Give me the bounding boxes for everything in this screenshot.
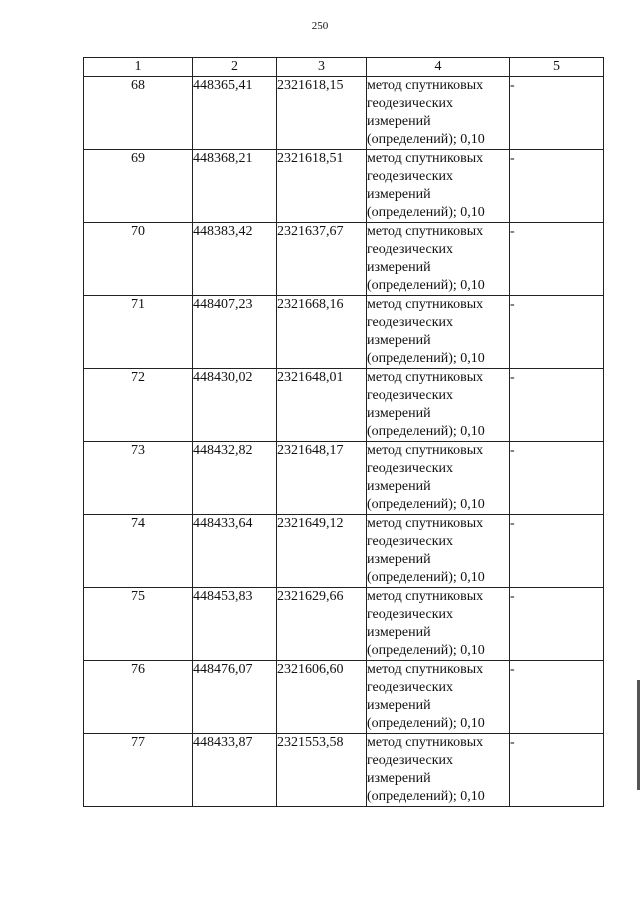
method-cell (367, 150, 510, 223)
method-cell (367, 515, 510, 588)
method-line: геодезических (367, 461, 454, 476)
point-number-cell: 69 (84, 150, 193, 223)
column-header-5: 5 (510, 58, 604, 77)
y-coordinate-cell: 2321618,15 (277, 77, 367, 150)
method-line: метод спутниковых (367, 735, 484, 750)
point-number-cell: 68 (84, 77, 193, 150)
table-row (84, 296, 604, 369)
y-coordinate-cell: 2321553,58 (277, 734, 367, 807)
table-body (84, 77, 604, 807)
table-row (84, 515, 604, 588)
method-line: метод спутниковых (367, 589, 484, 604)
method-line: (определений); 0,10 (367, 132, 485, 147)
column-header-2: 2 (193, 58, 277, 77)
y-coordinate-cell: 2321668,16 (277, 296, 367, 369)
method-cell (367, 77, 510, 150)
method-line: (определений); 0,10 (367, 789, 485, 804)
point-number-cell: 77 (84, 734, 193, 807)
table-header-row (84, 58, 604, 77)
method-line: геодезических (367, 680, 454, 695)
y-coordinate-cell: 2321629,66 (277, 588, 367, 661)
note-cell: - (510, 515, 604, 588)
page-number: 250 (311, 20, 329, 32)
note-cell: - (510, 661, 604, 734)
point-number-cell: 70 (84, 223, 193, 296)
y-coordinate-cell: 2321618,51 (277, 150, 367, 223)
table-row (84, 661, 604, 734)
method-line: метод спутниковых (367, 78, 484, 93)
x-coordinate-cell: 448365,41 (193, 77, 277, 150)
method-line: метод спутниковых (367, 443, 484, 458)
method-line: метод спутниковых (367, 297, 484, 312)
method-line: измерений (367, 625, 431, 640)
method-line: измерений (367, 114, 431, 129)
coordinates-table (83, 57, 604, 807)
method-cell (367, 661, 510, 734)
method-line: метод спутниковых (367, 370, 484, 385)
note-cell: - (510, 150, 604, 223)
method-line: измерений (367, 698, 431, 713)
method-line: измерений (367, 406, 431, 421)
method-line: измерений (367, 187, 431, 202)
method-line: метод спутниковых (367, 516, 484, 531)
y-coordinate-cell: 2321637,67 (277, 223, 367, 296)
point-number-cell: 74 (84, 515, 193, 588)
method-cell (367, 296, 510, 369)
method-line: (определений); 0,10 (367, 351, 485, 366)
method-line: (определений); 0,10 (367, 497, 485, 512)
x-coordinate-cell: 448383,42 (193, 223, 277, 296)
point-number-cell: 72 (84, 369, 193, 442)
method-line: геодезических (367, 753, 454, 768)
x-coordinate-cell: 448433,87 (193, 734, 277, 807)
table-row (84, 588, 604, 661)
method-cell (367, 588, 510, 661)
point-number-cell: 73 (84, 442, 193, 515)
method-line: (определений); 0,10 (367, 643, 485, 658)
method-line: измерений (367, 260, 431, 275)
y-coordinate-cell: 2321648,17 (277, 442, 367, 515)
method-line: метод спутниковых (367, 151, 484, 166)
method-line: (определений); 0,10 (367, 205, 485, 220)
note-cell: - (510, 442, 604, 515)
x-coordinate-cell: 448407,23 (193, 296, 277, 369)
note-cell: - (510, 296, 604, 369)
table-row (84, 223, 604, 296)
x-coordinate-cell: 448432,82 (193, 442, 277, 515)
y-coordinate-cell: 2321606,60 (277, 661, 367, 734)
method-line: измерений (367, 333, 431, 348)
method-line: (определений); 0,10 (367, 570, 485, 585)
point-number-cell: 76 (84, 661, 193, 734)
note-cell: - (510, 588, 604, 661)
method-line: метод спутниковых (367, 662, 484, 677)
method-line: геодезических (367, 607, 454, 622)
method-line: (определений); 0,10 (367, 424, 485, 439)
note-cell: - (510, 734, 604, 807)
method-line: измерений (367, 771, 431, 786)
column-header-3: 3 (277, 58, 367, 77)
method-line: измерений (367, 479, 431, 494)
y-coordinate-cell: 2321649,12 (277, 515, 367, 588)
table-row (84, 77, 604, 150)
table-row (84, 442, 604, 515)
point-number-cell: 71 (84, 296, 193, 369)
x-coordinate-cell: 448453,83 (193, 588, 277, 661)
method-line: геодезических (367, 315, 454, 330)
method-cell (367, 442, 510, 515)
table-row (84, 150, 604, 223)
column-header-4: 4 (367, 58, 510, 77)
method-line: метод спутниковых (367, 224, 484, 239)
method-line: геодезических (367, 169, 454, 184)
method-line: геодезических (367, 96, 454, 111)
method-line: измерений (367, 552, 431, 567)
x-coordinate-cell: 448430,02 (193, 369, 277, 442)
x-coordinate-cell: 448368,21 (193, 150, 277, 223)
method-cell (367, 223, 510, 296)
y-coordinate-cell: 2321648,01 (277, 369, 367, 442)
table-row (84, 369, 604, 442)
method-line: геодезических (367, 534, 454, 549)
x-coordinate-cell: 448433,64 (193, 515, 277, 588)
point-number-cell: 75 (84, 588, 193, 661)
method-line: геодезических (367, 388, 454, 403)
x-coordinate-cell: 448476,07 (193, 661, 277, 734)
table-row (84, 734, 604, 807)
note-cell: - (510, 223, 604, 296)
method-line: (определений); 0,10 (367, 716, 485, 731)
note-cell: - (510, 77, 604, 150)
method-cell (367, 734, 510, 807)
method-cell (367, 369, 510, 442)
method-line: геодезических (367, 242, 454, 257)
column-header-1: 1 (84, 58, 193, 77)
note-cell: - (510, 369, 604, 442)
method-line: (определений); 0,10 (367, 278, 485, 293)
